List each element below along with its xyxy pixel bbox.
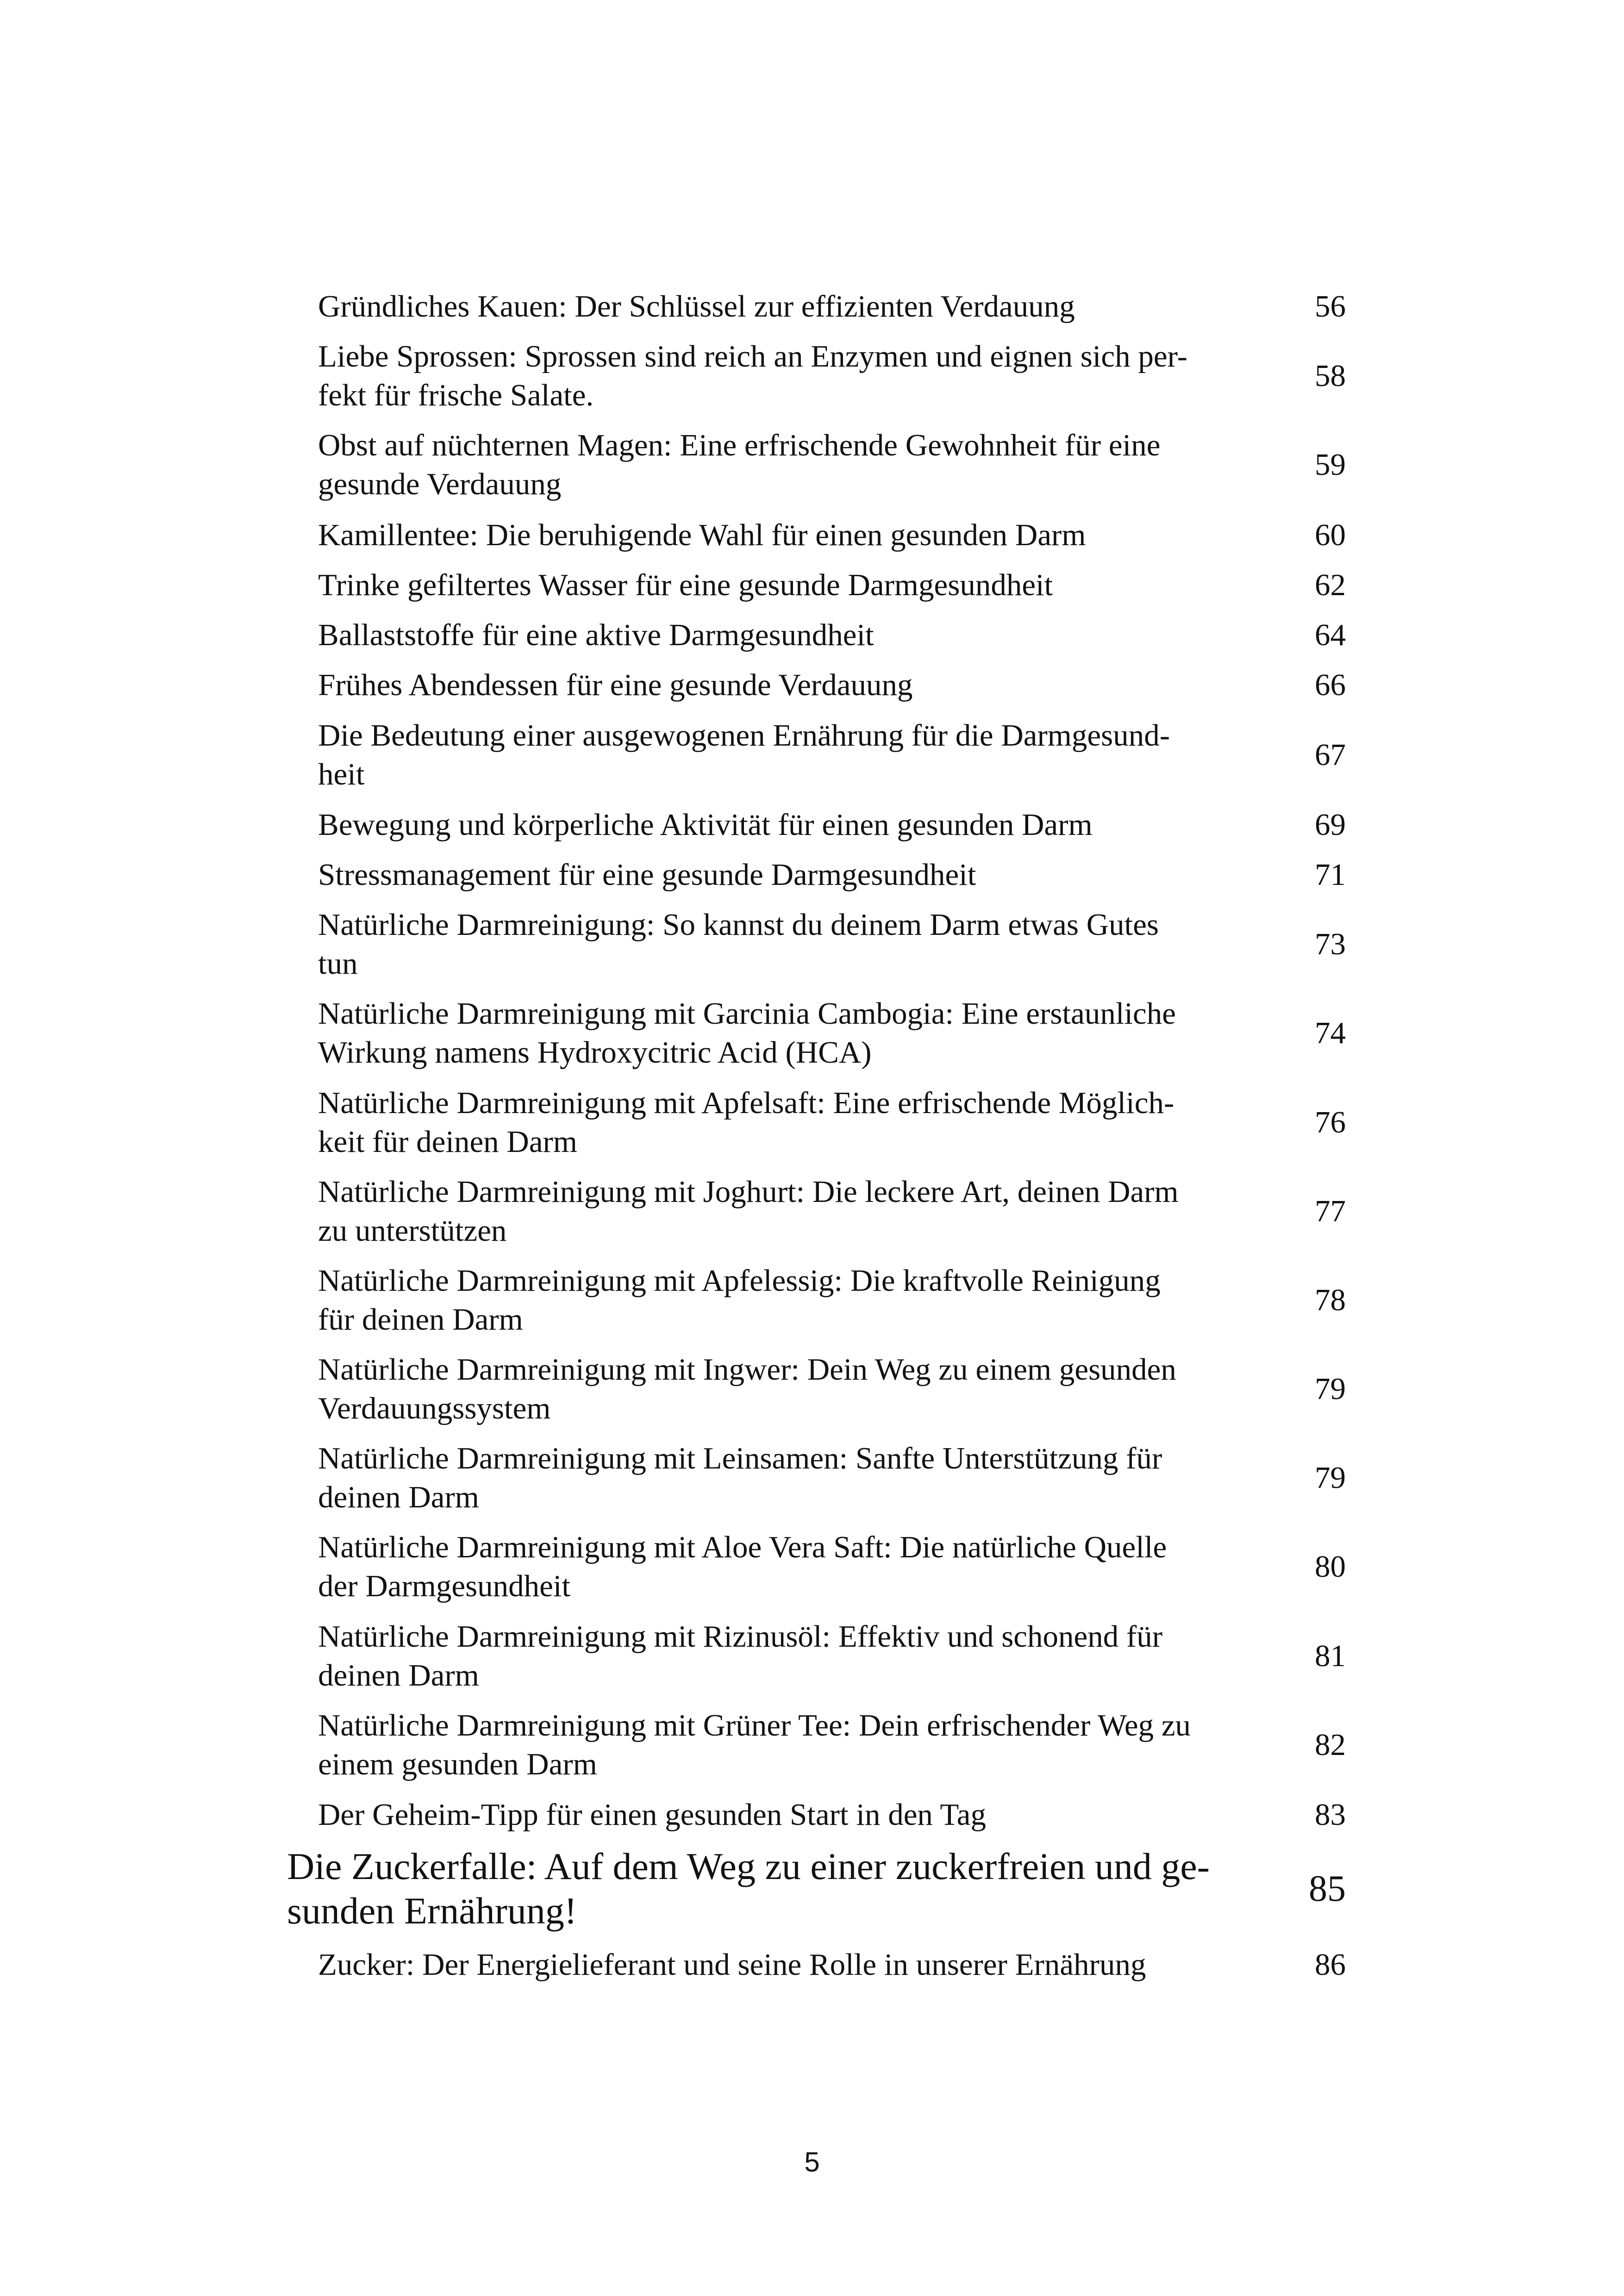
toc-entry xyxy=(318,287,1346,326)
toc-entry-title: Natürliche Darmreinigung mit Leinsamen: Sanfte Unterstützung für deinen Darm xyxy=(318,1441,1162,1514)
toc-entry xyxy=(318,426,1346,504)
toc-entry-title: Die Bedeutung einer ausgewogenen Ernährung für die Darmgesund- heit xyxy=(318,718,1170,791)
toc-entry-title: Kamillentee: Die beruhigende Wahl für einen gesunden Darm xyxy=(318,518,1086,552)
toc-entry-title: Frühes Abendessen für eine gesunde Verdauung xyxy=(318,668,913,702)
toc-entry xyxy=(318,1083,1346,1161)
toc-chapter-page: 85 xyxy=(1309,1868,1346,1909)
toc-entry xyxy=(318,805,1346,844)
toc-entry-title: Natürliche Darmreinigung mit Joghurt: Die leckere Art, deinen Darm zu unterstützen xyxy=(318,1175,1179,1248)
page-number: 5 xyxy=(804,2147,820,2178)
toc-entry-page: 82 xyxy=(1315,1728,1346,1762)
toc-entry-page: 78 xyxy=(1315,1283,1346,1317)
toc-entry xyxy=(318,616,1346,654)
toc-entry xyxy=(318,666,1346,704)
toc-entry-page: 67 xyxy=(1315,738,1346,772)
toc-entry-page: 62 xyxy=(1315,568,1346,602)
toc-entry-title: Der Geheim-Tipp für einen gesunden Start in den Tag xyxy=(318,1798,986,1832)
toc-entry-page: 86 xyxy=(1315,1948,1346,1982)
toc-entry-title: Natürliche Darmreinigung mit Apfelessig: Die kraftvolle Reinigung für deinen Darm xyxy=(318,1263,1161,1337)
toc-entry xyxy=(318,566,1346,604)
toc-entry-title: Natürliche Darmreinigung mit Rizinusöl: Effektiv und schonend für deinen Darm xyxy=(318,1619,1163,1692)
toc-entry-page: 80 xyxy=(1315,1549,1346,1584)
toc-entry xyxy=(318,905,1346,983)
toc-entry-page: 83 xyxy=(1315,1798,1346,1832)
toc-entry-page: 60 xyxy=(1315,518,1346,552)
toc-entry-page: 64 xyxy=(1315,618,1346,652)
toc-entry xyxy=(318,1172,1346,1250)
toc-entry-title: Bewegung und körperliche Aktivität für einen gesunden Darm xyxy=(318,808,1093,842)
toc-entry xyxy=(318,1617,1346,1695)
toc-entry-title: Stressmanagement für eine gesunde Darmgesundheit xyxy=(318,858,976,892)
toc-entry xyxy=(318,1528,1346,1605)
toc-entry xyxy=(318,1261,1346,1339)
toc-entry xyxy=(318,1706,1346,1784)
toc-entry-title: Gründliches Kauen: Der Schlüssel zur effizienten Verdauung xyxy=(318,289,1075,324)
toc-entry xyxy=(318,1350,1346,1428)
toc-entry-page: 79 xyxy=(1315,1372,1346,1406)
toc-entry-title: Natürliche Darmreinigung mit Grüner Tee: Dein erfrischender Weg zu einem gesunden Darm xyxy=(318,1708,1191,1781)
toc-entry-title: Natürliche Darmreinigung mit Aloe Vera Saft: Die natürliche Quelle der Darmgesundheit xyxy=(318,1530,1167,1603)
toc-chapter-entry xyxy=(287,1844,1346,1933)
toc-entry-page: 74 xyxy=(1315,1016,1346,1050)
toc-entry-title: Zucker: Der Energielieferant und seine Rolle in unserer Ernährung xyxy=(318,1948,1146,1982)
toc-entry-title: Natürliche Darmreinigung mit Apfelsaft: Eine erfrischende Möglich- keit für deinen Darm xyxy=(318,1086,1174,1159)
toc-entry-page: 73 xyxy=(1315,927,1346,961)
toc-entry xyxy=(318,855,1346,894)
toc-entry-page: 77 xyxy=(1315,1194,1346,1228)
toc-entry-page: 79 xyxy=(1315,1461,1346,1495)
toc-chapter-title: Die Zuckerfalle: Auf dem Weg zu einer zuckerfreien und ge- sunden Ernährung! xyxy=(287,1845,1210,1932)
toc-entry-page: 58 xyxy=(1315,359,1346,393)
toc-entry-page: 66 xyxy=(1315,668,1346,702)
toc-entry xyxy=(318,1439,1346,1517)
toc-entry xyxy=(318,516,1346,554)
toc-entry-title: Natürliche Darmreinigung mit Garcinia Cambogia: Eine erstaunliche Wirkung namens Hydroxycitric Acid (HCA) xyxy=(318,996,1176,1070)
toc-entry-page: 71 xyxy=(1315,858,1346,892)
toc-entry xyxy=(318,337,1346,415)
toc-entry-title: Obst auf nüchternen Magen: Eine erfrischende Gewohnheit für eine gesunde Verdauung xyxy=(318,428,1161,501)
toc-entry-title: Trinke gefiltertes Wasser für eine gesunde Darmgesundheit xyxy=(318,568,1053,602)
toc-entry-title: Natürliche Darmreinigung mit Ingwer: Dein Weg zu einem gesunden Verdauungssystem xyxy=(318,1352,1176,1425)
toc-entry-title: Ballaststoffe für eine aktive Darmgesundheit xyxy=(318,618,874,652)
toc-entry-page: 69 xyxy=(1315,808,1346,842)
toc-entry xyxy=(318,1795,1346,1834)
toc-entry xyxy=(318,994,1346,1072)
toc-entry-page: 56 xyxy=(1315,289,1346,324)
toc-entry-page: 76 xyxy=(1315,1105,1346,1139)
toc-entry-page: 59 xyxy=(1315,448,1346,482)
toc-entry-title: Liebe Sprossen: Sprossen sind reich an Enzymen und eignen sich per- fekt für frische Salate. xyxy=(318,339,1187,412)
toc-entry xyxy=(318,1945,1346,1984)
toc-entry-page: 81 xyxy=(1315,1639,1346,1673)
toc-entry-title: Natürliche Darmreinigung: So kannst du deinem Darm etwas Gutes tun xyxy=(318,908,1159,981)
toc-entry xyxy=(318,716,1346,794)
